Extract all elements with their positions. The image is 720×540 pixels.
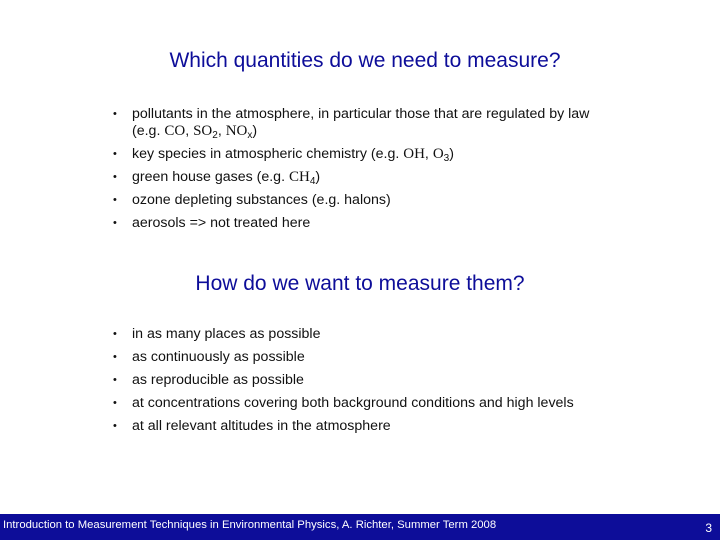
list-item: • aerosols => not treated here [113,215,311,231]
footer-bar [0,514,720,540]
list-item: • green house gases (e.g. $CH_4$) [113,169,321,187]
list-item: • as continuously as possible [113,349,305,365]
bullet-icon: • [113,171,117,183]
list-item: • at all relevant altitudes in the atmosphere [113,418,391,434]
quantities-list [113,106,613,238]
bullet-icon: • [113,108,117,120]
list-item: • key species in atmospheric chemistry (e.g. OH, $O_3$) [113,146,454,164]
list-item: • at concentrations covering both background conditions and high levels [113,395,574,411]
bullet-icon: • [113,374,117,386]
bullet-icon: • [113,217,117,229]
section-heading-quantities: Which quantities do we need to measure? [169,49,561,72]
bullet-icon: • [113,148,117,160]
bullet-icon: • [113,397,117,409]
page-number: 3 [705,521,712,535]
bullet-icon: • [113,351,117,363]
methods-list [113,326,613,441]
bullet-icon: • [113,328,117,340]
list-item: • in as many places as possible [113,326,321,342]
list-item: • ozone depleting substances (e.g. halons) [113,192,391,208]
bullet-icon: • [113,420,117,432]
list-item: • pollutants in the atmosphere, in particular those that are regulated by law (e.g. CO, $SO_2$, $NO_x$) [113,106,590,141]
footer-text: Introduction to Measurement Techniques in Environmental Physics, A. Richter, Summer Term 2008 [3,519,497,531]
bullet-icon: • [113,194,117,206]
list-item: • as reproducible as possible [113,372,304,388]
section-heading-methods: How do we want to measure them? [195,272,525,295]
